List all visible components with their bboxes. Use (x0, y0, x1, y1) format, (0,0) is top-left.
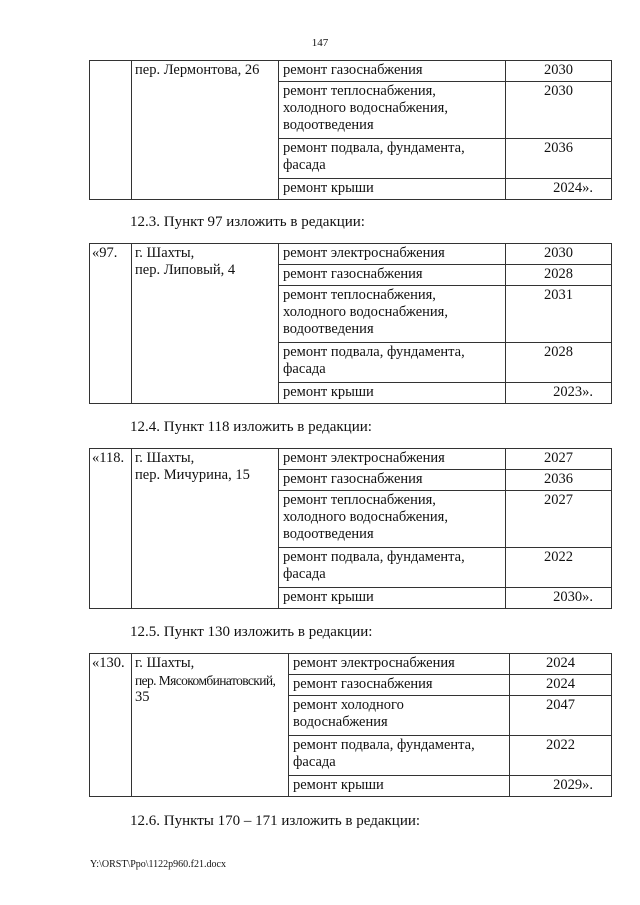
address-cell (132, 244, 279, 404)
year-cell: 2029». (510, 776, 612, 797)
table-punkt-118 (89, 448, 612, 609)
year-cell: 2024». (506, 179, 612, 200)
work-cell: ремонт электроснабжения (279, 449, 506, 470)
work-cell: ремонт холодного водоснабжения (289, 696, 510, 736)
table-lermontova (89, 60, 612, 200)
table-row (90, 244, 612, 265)
address-line: пер. Липовый, 4 (135, 262, 236, 278)
address-line: г. Шахты, (135, 450, 195, 466)
year-cell: 2030 (506, 82, 612, 139)
address-line: пер. Лермонтова, 26 (135, 62, 260, 78)
work-cell: ремонт крыши (279, 179, 506, 200)
work-cell: ремонт газоснабжения (279, 470, 506, 491)
table-row (90, 654, 612, 675)
item-number: «97. (90, 244, 132, 404)
page-number: 147 (311, 37, 329, 49)
year-cell: 2030 (506, 244, 612, 265)
work-cell: ремонт теплоснабжения, холодного водоснабжения, водоотведения (279, 286, 506, 343)
address-line: г. Шахты, (135, 245, 195, 261)
work-cell: ремонт подвала, фундамента, фасада (289, 736, 510, 776)
work-cell: ремонт подвала, фундамента, фасада (279, 548, 506, 588)
year-cell: 2030 (506, 61, 612, 82)
address-cell (132, 61, 279, 200)
item-number: «118. (90, 449, 132, 609)
table-punkt-97 (89, 243, 612, 404)
year-cell: 2027 (506, 449, 612, 470)
work-cell: ремонт электроснабжения (289, 654, 510, 675)
table-punkt-130 (89, 653, 612, 797)
year-cell: 2024 (510, 654, 612, 675)
address-cell (132, 654, 289, 797)
item-number: «130. (90, 654, 132, 797)
year-cell: 2022 (506, 548, 612, 588)
paragraph-12-5: 12.5. Пункт 130 изложить в редакции: (130, 624, 373, 640)
year-cell: 2036 (506, 470, 612, 491)
year-cell: 2028 (506, 343, 612, 383)
work-cell: ремонт теплоснабжения, холодного водоснабжения, водоотведения (279, 491, 506, 548)
address-line: пер. Мясокомбинатовский, (135, 673, 276, 688)
year-cell: 2024 (510, 675, 612, 696)
address-line: 35 (135, 689, 150, 705)
address-line: пер. Мичурина, 15 (135, 467, 250, 483)
year-cell: 2047 (510, 696, 612, 736)
work-cell: ремонт подвала, фундамента, фасада (279, 139, 506, 179)
year-cell: 2028 (506, 265, 612, 286)
work-cell: ремонт газоснабжения (279, 61, 506, 82)
paragraph-12-4: 12.4. Пункт 118 изложить в редакции: (130, 419, 372, 435)
work-cell: ремонт подвала, фундамента, фасада (279, 343, 506, 383)
work-cell: ремонт крыши (289, 776, 510, 797)
item-number (90, 61, 132, 200)
year-cell: 2023». (506, 383, 612, 404)
year-cell: 2027 (506, 491, 612, 548)
year-cell: 2031 (506, 286, 612, 343)
work-cell: ремонт теплоснабжения, холодного водоснабжения, водоотведения (279, 82, 506, 139)
paragraph-12-6: 12.6. Пункты 170 – 171 изложить в редакции: (130, 813, 421, 829)
table-row (90, 449, 612, 470)
file-path-footer: Y:\ORST\Ppo\1122p960.f21.docx (90, 859, 226, 870)
work-cell: ремонт газоснабжения (289, 675, 510, 696)
address-line: г. Шахты, (135, 655, 195, 671)
paragraph-12-3: 12.3. Пункт 97 изложить в редакции: (130, 214, 365, 230)
work-cell: ремонт крыши (279, 383, 506, 404)
work-cell: ремонт крыши (279, 588, 506, 609)
work-cell: ремонт газоснабжения (279, 265, 506, 286)
year-cell: 2030». (506, 588, 612, 609)
year-cell: 2022 (510, 736, 612, 776)
work-cell: ремонт электроснабжения (279, 244, 506, 265)
table-row (90, 61, 612, 82)
year-cell: 2036 (506, 139, 612, 179)
address-cell (132, 449, 279, 609)
